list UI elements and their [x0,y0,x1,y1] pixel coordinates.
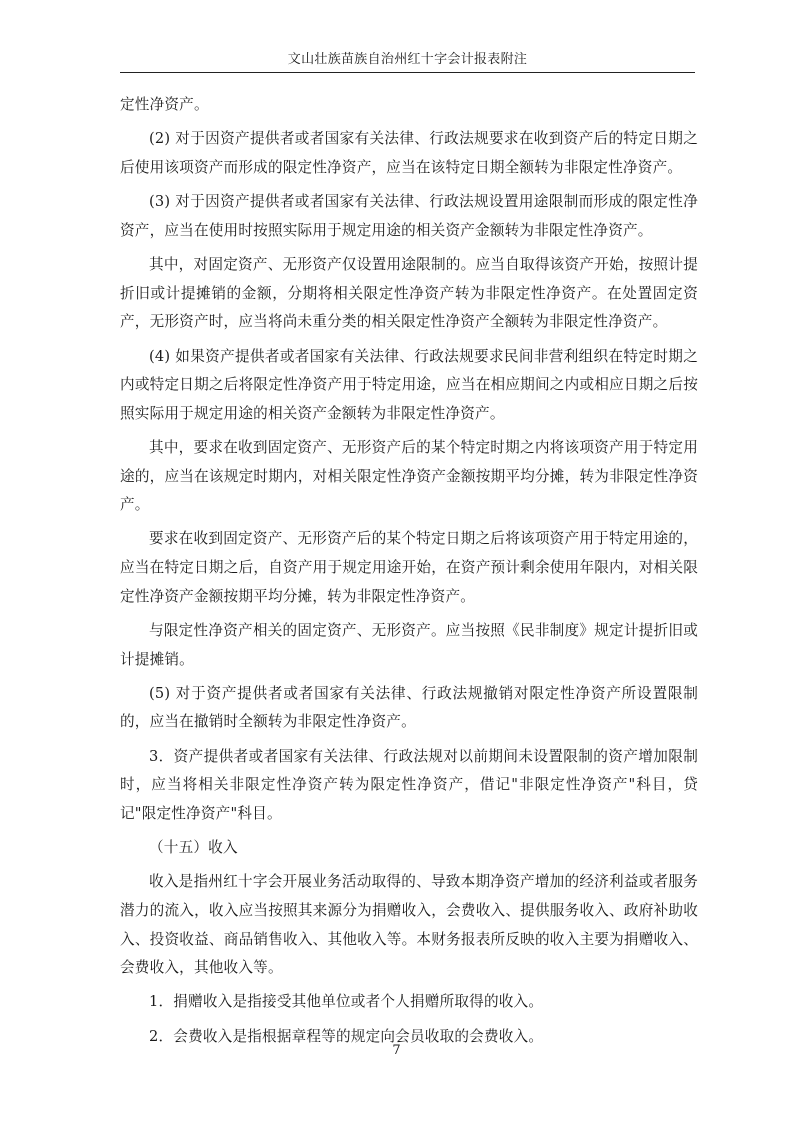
paragraph-depreciation-note: 与限定性净资产相关的固定资产、无形资产。应当按照《民非制度》规定计提折旧或计提摊销。 [120,621,698,668]
page-number: 7 [392,1043,401,1058]
paragraph-continuation: 定性净资产。 [120,96,209,113]
paragraph-donation-revenue: 1．捐赠收入是指接受其他单位或者个人捐赠所取得的收入。 [149,993,544,1011]
paragraph-item-5: (5) 对于资产提供者或者国家有关法律、行政法规撤销对限定性净资产所设置限制的，应当在撤销时全额转为非限定性净资产。 [120,684,698,731]
paragraph-item-4: (4) 如果资产提供者或者国家有关法律、行政法规要求民间非营利组织在特定时期之内或特定日期之后将限定性净资产用于特定用途，应当在相应期间之内或相应日期之后按照实际用于规定用途的相关资产金额转为非限定性净资产。 [120,347,698,422]
paragraph-item-2: (2) 对于因资产提供者或者国家有关法律、行政法规要求在收到资产后的特定日期之后使用该项资产而形成的限定性净资产，应当在该特定日期全额转为非限定性净资产。 [120,130,698,176]
page-header: 文山壮族苗族自治州红十字会计报表附注 [287,52,528,67]
header-divider [120,72,695,73]
paragraph-date-note: 要求在收到固定资产、无形资产后的某个特定日期之后将该项资产用于特定用途的，应当在特定日期之后，自资产用于规定用途开始，在资产预计剩余使用年限内，对相关限定性净资产金额按期平均分摊，转为非限定性净资产。 [120,530,698,605]
paragraph-revenue-definition: 收入是指州红十字会开展业务活动取得的、导致本期净资产增加的经济利益或者服务潜力的流入，收入应当按照其来源分为捐赠收入，会费收入、提供服务收入、政府补助收入、投资收益、商品销售收入、其他收入等。本财务报表所反映的收入主要为捐赠收入、会费收入，其他收入等。 [120,873,698,977]
paragraph-item-3: (3) 对于因资产提供者或者国家有关法律、行政法规设置用途限制而形成的限定性净资产，应当在使用时按照实际用于规定用途的相关资产金额转为非限定性净资产。 [120,193,698,239]
paragraph-fixed-assets-note: 其中，对固定资产、无形资产仅设置用途限制的。应当自取得该资产开始，按照计提折旧或计提摊销的金额，分期将相关限定性净资产转为非限定性净资产。在处置固定资产，无形资产时，应当将尚未重分类的相关限定性净资产全额转为非限定性净资产。 [120,256,698,331]
section-heading-revenue: （十五）收入 [149,839,238,857]
paragraph-period-note: 其中，要求在收到固定资产、无形资产后的某个特定时期之内将该项资产用于特定用途的，应当在该规定时期内，对相关限定性净资产金额按期平均分摊，转为非限定性净资产。 [120,438,698,514]
paragraph-rule-3: 3．资产提供者或者国家有关法律、行政法规对以前期间未设置限制的资产增加限制时，应当将相关非限定性净资产转为限定性净资产，借记"非限定性净资产"科目，贷记"限定性净资产"科目。 [120,747,698,822]
paragraph-membership-revenue: 2．会费收入是指根据章程等的规定向会员收取的会费收入。 [149,1027,544,1045]
document-body [120,91,698,1057]
